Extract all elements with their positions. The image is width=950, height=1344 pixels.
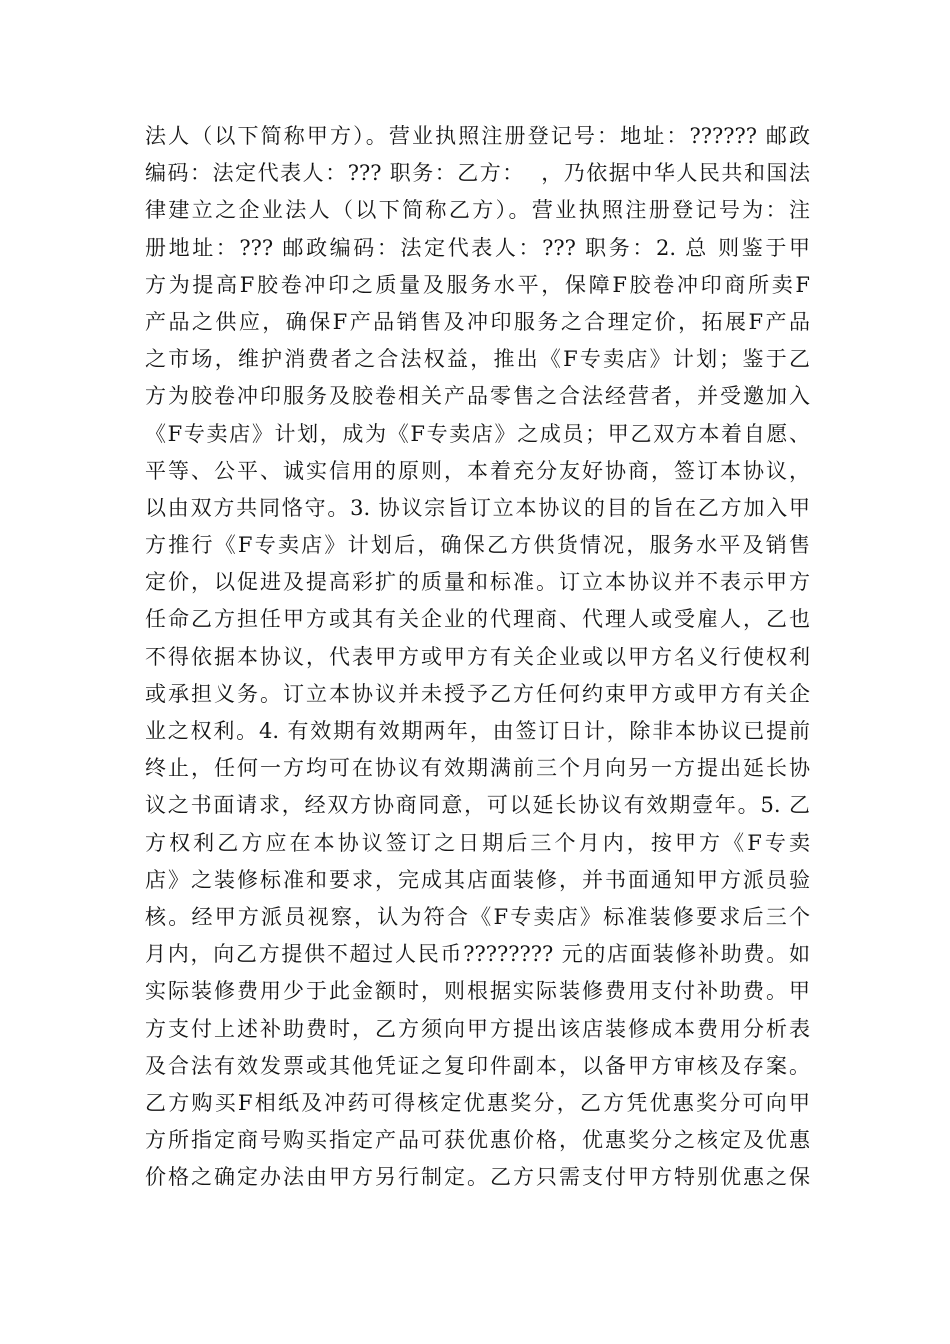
document-text-line: 法人（以下简称甲方）。营业执照注册登记号：地址：?????? 邮政 bbox=[145, 124, 810, 148]
document-text-line: 任命乙方担任甲方或其有关企业的代理商、代理人或受雇人，乙也 bbox=[145, 607, 810, 632]
document-text-line: 不得依据本协议，代表甲方或甲方有关企业或以甲方名义行使权利 bbox=[145, 644, 810, 669]
document-text-line: 或承担义务。订立本协议并未授予乙方任何约束甲方或甲方有关企 bbox=[145, 681, 810, 706]
document-text-line: 月内，向乙方提供不超过人民币???????? 元的店面装修补助费。如 bbox=[145, 942, 810, 967]
document-text-line: 《F专卖店》计划，成为《F专卖店》之成员；甲乙双方本着自愿、 bbox=[145, 421, 810, 446]
document-text-line: 乙方购买F相纸及冲药可得核定优惠奖分，乙方凭优惠奖分可向甲 bbox=[145, 1090, 810, 1115]
document-text-line: 编码：法定代表人：??? 职务：乙方： ，乃依据中华人民共和国法 bbox=[145, 161, 810, 186]
document-text-line: 产品之供应，确保F产品销售及冲印服务之合理定价，拓展F产品 bbox=[145, 309, 810, 334]
document-text-line: 之市场，维护消费者之合法权益，推出《F专卖店》计划；鉴于乙 bbox=[145, 347, 810, 372]
document-text-line: 方为胶卷冲印服务及胶卷相关产品零售之合法经营者，并受邀加入 bbox=[145, 384, 810, 409]
document-text-line: 方支付上述补助费时，乙方须向甲方提出该店装修成本费用分析表 bbox=[145, 1016, 810, 1041]
document-text-line: 核。经甲方派员视察，认为符合《F专卖店》标准装修要求后三个 bbox=[145, 904, 810, 929]
document-body bbox=[145, 118, 810, 1196]
document-text-line: 方推行《F专卖店》计划后，确保乙方供货情况，服务水平及销售 bbox=[145, 533, 810, 558]
document-text-line: 方所指定商号购买指定产品可获优惠价格，优惠奖分之核定及优惠 bbox=[145, 1128, 810, 1153]
document-text-line: 业之权利。4. 有效期有效期两年，由签订日计，除非本协议已提前 bbox=[145, 719, 810, 743]
document-text-line: 方为提高F胶卷冲印之质量及服务水平，保障F胶卷冲印商所卖F bbox=[145, 272, 810, 297]
document-text-line: 方权利乙方应在本协议签订之日期后三个月内，按甲方《F专卖 bbox=[145, 830, 810, 855]
document-text-line: 店》之装修标准和要求，完成其店面装修，并书面通知甲方派员验 bbox=[145, 867, 810, 892]
document-text-line: 律建立之企业法人（以下简称乙方）。营业执照注册登记号为：注 bbox=[145, 198, 810, 223]
document-text-line: 定价，以促进及提高彩扩的质量和标准。订立本协议并不表示甲方 bbox=[145, 570, 810, 595]
document-text-line: 议之书面请求，经双方协商同意，可以延长协议有效期壹年。5. 乙 bbox=[145, 793, 810, 818]
document-text-line: 实际装修费用少于此金额时，则根据实际装修费用支付补助费。甲 bbox=[145, 979, 810, 1004]
document-text-line: 终止，任何一方均可在协议有效期满前三个月向另一方提出延长协 bbox=[145, 756, 810, 781]
document-text-line: 平等、公平、诚实信用的原则，本着充分友好协商，签订本协议， bbox=[145, 458, 810, 483]
document-text-line: 价格之确定办法由甲方另行制定。乙方只需支付甲方特别优惠之保 bbox=[145, 1165, 810, 1190]
document-text-line: 及合法有效发票或其他凭证之复印件副本，以备甲方审核及存案。 bbox=[145, 1053, 810, 1078]
document-text-line: 以由双方共同恪守。3. 协议宗旨订立本协议的目的旨在乙方加入甲 bbox=[145, 495, 810, 520]
document-text-line: 册地址：??? 邮政编码：法定代表人：??? 职务：2. 总 则鉴于甲 bbox=[145, 235, 810, 260]
